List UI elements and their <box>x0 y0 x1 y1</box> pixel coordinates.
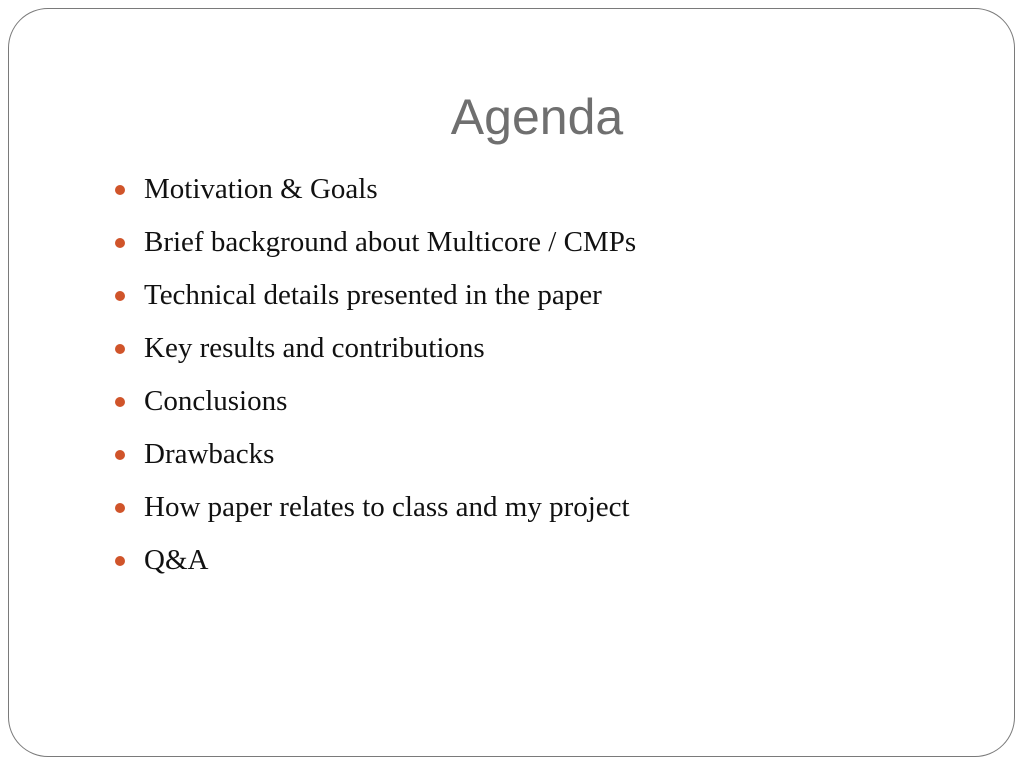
list-item <box>115 375 636 428</box>
list-item-text: Brief background about Multicore / CMPs <box>144 226 637 258</box>
list-item <box>115 163 636 216</box>
list-item-text: Q&A <box>144 544 209 576</box>
agenda-list <box>115 163 636 587</box>
bullet-dot-icon <box>115 503 125 513</box>
list-item <box>115 216 636 269</box>
list-item <box>115 428 636 481</box>
list-item-text: Key results and contributions <box>144 332 485 364</box>
bullet-dot-icon <box>115 291 125 301</box>
list-item <box>115 269 636 322</box>
list-item <box>115 481 636 534</box>
bullet-dot-icon <box>115 450 125 460</box>
bullet-dot-icon <box>115 238 125 248</box>
bullet-dot-icon <box>115 397 125 407</box>
bullet-dot-icon <box>115 185 125 195</box>
list-item-text: Conclusions <box>144 385 288 417</box>
list-item <box>115 322 636 375</box>
list-item-text: Drawbacks <box>144 438 275 470</box>
slide-title: Agenda <box>450 89 624 145</box>
list-item-text: Technical details presented in the paper <box>144 279 602 311</box>
list-item <box>115 534 636 587</box>
list-item-text: Motivation & Goals <box>144 173 378 205</box>
list-item-text: How paper relates to class and my project <box>144 491 630 523</box>
bullet-dot-icon <box>115 344 125 354</box>
bullet-dot-icon <box>115 556 125 566</box>
